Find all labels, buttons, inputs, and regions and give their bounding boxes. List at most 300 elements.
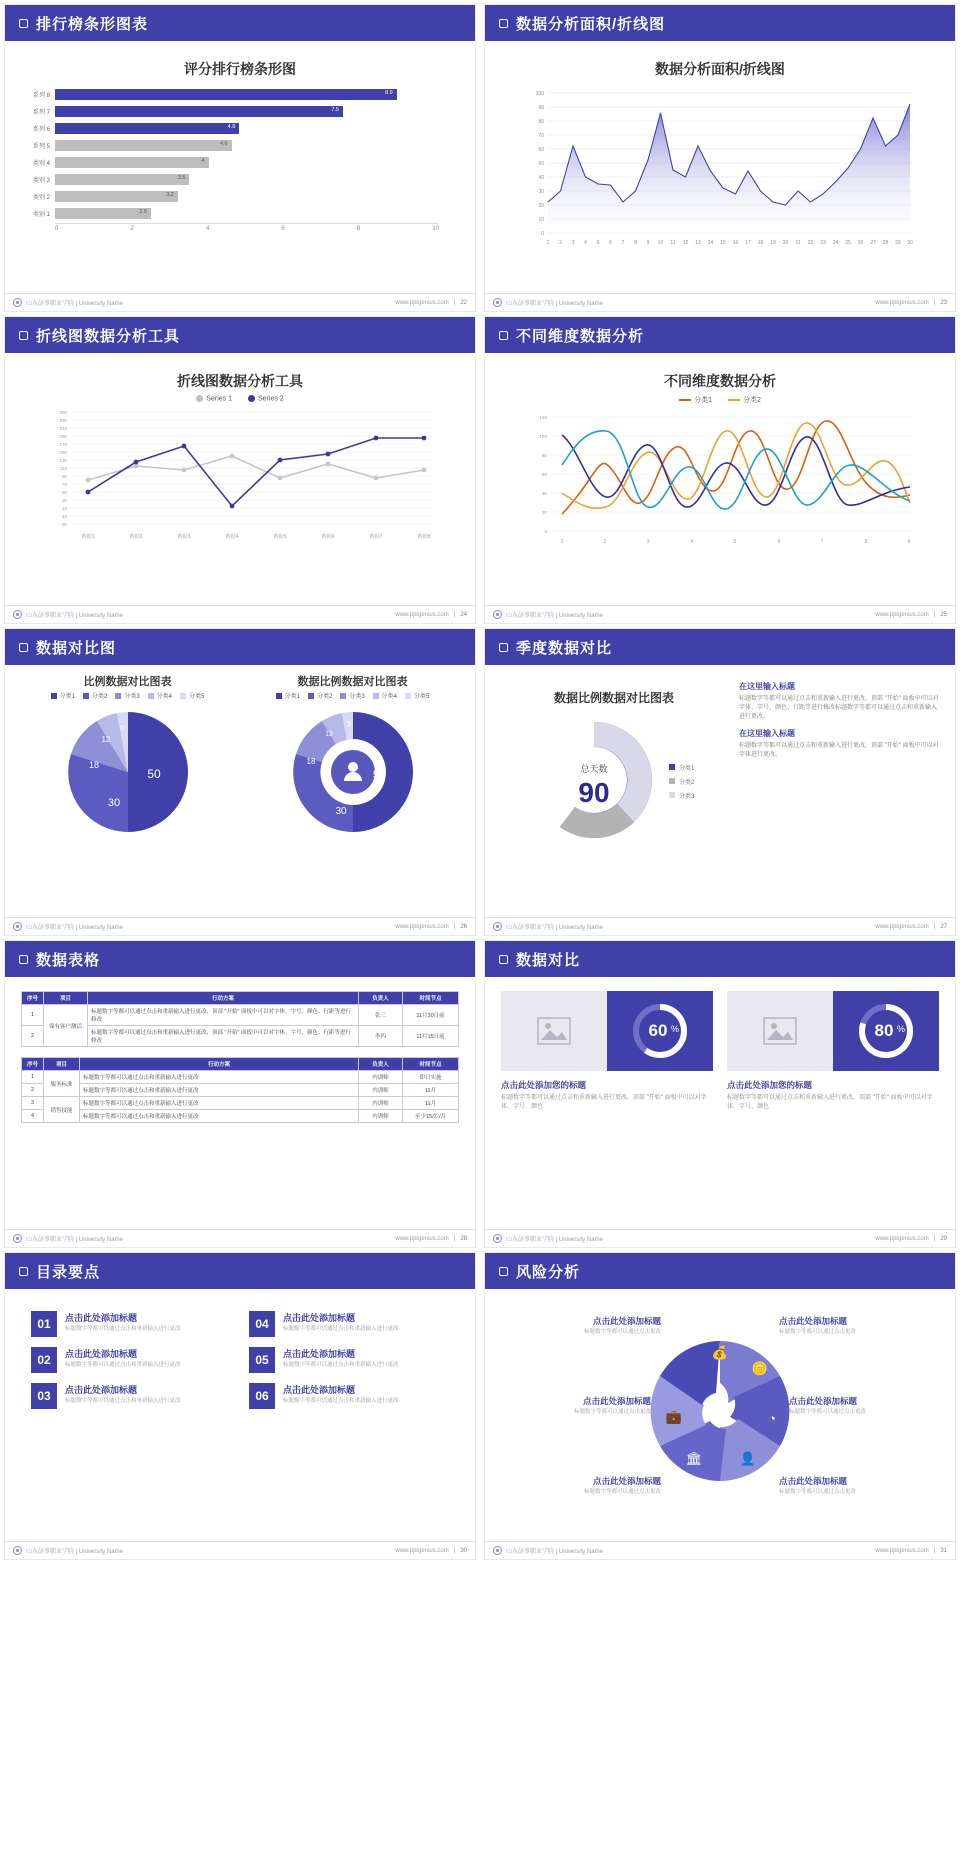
svg-text:30: 30 bbox=[62, 498, 67, 504]
cell: 张三 bbox=[359, 1005, 403, 1026]
ring-unit: % bbox=[670, 1024, 680, 1034]
legend-item-cat1 bbox=[679, 395, 712, 405]
block-title: 在这里输入标题 bbox=[739, 682, 795, 691]
risk-label bbox=[779, 1315, 909, 1337]
bar-label: 类别 1 bbox=[32, 212, 50, 218]
money-icon: 💰 bbox=[711, 1345, 729, 1360]
svg-text:50: 50 bbox=[146, 767, 161, 781]
slide-header bbox=[485, 629, 955, 665]
svg-text:数据2: 数据2 bbox=[129, 534, 143, 541]
cell: 内训师 bbox=[359, 1110, 403, 1123]
quarter-left bbox=[499, 675, 729, 858]
page-number: 25 bbox=[940, 611, 947, 618]
svg-text:分类3: 分类3 bbox=[679, 794, 695, 800]
square-icon bbox=[19, 19, 28, 28]
cell: 标题数字等都可以通过点击和重新输入进行更改 bbox=[80, 1110, 359, 1123]
col-header: 项目 bbox=[44, 992, 88, 1005]
footer-url: www.pptgenius.com bbox=[875, 299, 929, 306]
bar-label: 类别 4 bbox=[32, 161, 50, 167]
svg-text:25: 25 bbox=[845, 240, 851, 246]
square-icon bbox=[19, 643, 28, 652]
person-icon: 👤 bbox=[739, 1451, 757, 1466]
svg-text:19: 19 bbox=[770, 240, 776, 246]
svg-text:13: 13 bbox=[695, 240, 701, 246]
svg-text:4: 4 bbox=[690, 539, 694, 545]
bar-value: 3.5 bbox=[177, 175, 186, 181]
pie-left-legend bbox=[20, 691, 236, 700]
footer-org: 山东济事职业学院 | University Name bbox=[26, 1549, 123, 1555]
svg-text:16: 16 bbox=[732, 240, 739, 246]
svg-text:20: 20 bbox=[782, 240, 789, 246]
risk-label-text: 标题数字等都可以通过点击更改 bbox=[789, 1409, 867, 1415]
svg-text:7: 7 bbox=[621, 240, 625, 246]
slide-body bbox=[5, 41, 475, 293]
svg-text:1: 1 bbox=[560, 539, 564, 545]
svg-text:5: 5 bbox=[119, 725, 124, 732]
logo-icon bbox=[13, 1546, 22, 1555]
slide-body bbox=[485, 41, 955, 293]
legend-label: 分类5 bbox=[189, 694, 205, 700]
slide-risk-analysis bbox=[484, 1252, 956, 1560]
square-icon bbox=[499, 19, 508, 28]
risk-label-title: 点击此处添加标题 bbox=[779, 1476, 848, 1486]
footer-org: 山东济事职业学院 | University Name bbox=[506, 613, 603, 619]
svg-text:20: 20 bbox=[541, 510, 547, 515]
col-header: 序号 bbox=[22, 1058, 44, 1071]
footer-org: 山东济事职业学院 | University Name bbox=[26, 1237, 123, 1243]
col-header: 时间节点 bbox=[403, 1058, 459, 1071]
page-number: 30 bbox=[460, 1547, 467, 1554]
legend-label: 分类5 bbox=[414, 694, 430, 700]
catalog-item[interactable] bbox=[31, 1347, 231, 1373]
svg-text:40: 40 bbox=[538, 175, 544, 181]
svg-text:80: 80 bbox=[538, 119, 544, 125]
bar-row bbox=[19, 121, 439, 136]
svg-text:5: 5 bbox=[596, 240, 600, 246]
svg-text:9: 9 bbox=[907, 539, 911, 545]
bar-value: 7.5 bbox=[331, 107, 339, 113]
slide-area-chart bbox=[484, 4, 956, 312]
quarter-right bbox=[739, 675, 941, 858]
svg-text:170: 170 bbox=[59, 442, 67, 448]
logo-icon bbox=[493, 298, 502, 307]
cell: 11月15日前 bbox=[403, 1026, 459, 1047]
slide-data-comparison bbox=[484, 940, 956, 1248]
bar-value: 4.8 bbox=[227, 124, 236, 130]
catalog-title: 点击此处添加标题 bbox=[65, 1349, 138, 1359]
page-number: 28 bbox=[460, 1235, 467, 1242]
svg-text:7: 7 bbox=[820, 539, 824, 545]
catalog-grid bbox=[15, 1295, 465, 1409]
legend-item bbox=[405, 691, 429, 700]
svg-text:230: 230 bbox=[59, 418, 67, 424]
bar-label: 系列 5 bbox=[32, 144, 50, 150]
cell: 标题数字等都可以通过点击和重新输入进行更改 bbox=[80, 1097, 359, 1110]
table-row bbox=[22, 1084, 459, 1097]
slide-tables bbox=[4, 940, 476, 1248]
slide-body bbox=[485, 665, 955, 917]
catalog-number: 06 bbox=[249, 1383, 275, 1409]
slide-footer: 山东济事职业学院 | University Name www.pptgenius.com | 31 bbox=[485, 1541, 955, 1559]
svg-text:0: 0 bbox=[544, 529, 547, 534]
slide-catalog bbox=[4, 1252, 476, 1560]
svg-text:30: 30 bbox=[107, 797, 120, 809]
svg-text:40: 40 bbox=[541, 491, 547, 496]
axis-tick: 10 bbox=[432, 226, 440, 232]
square-icon bbox=[499, 331, 508, 340]
data-table-1 bbox=[21, 991, 459, 1047]
svg-text:数据6: 数据6 bbox=[321, 534, 335, 541]
cell: 11月30日前 bbox=[403, 1005, 459, 1026]
legend-label: 分类1 bbox=[59, 694, 75, 700]
axis-line bbox=[55, 223, 439, 224]
risk-label bbox=[531, 1475, 661, 1497]
catalog-item[interactable] bbox=[31, 1383, 231, 1409]
cell: 标题数字等都可以通过点击和重新输入进行更改 bbox=[80, 1084, 359, 1097]
svg-text:0: 0 bbox=[541, 231, 544, 237]
chart-title: 折线图数据分析工具 bbox=[177, 373, 303, 389]
slide-header bbox=[5, 629, 475, 665]
cell: 内训师 bbox=[359, 1071, 403, 1084]
svg-text:28: 28 bbox=[882, 240, 889, 246]
logo-icon bbox=[13, 1234, 22, 1243]
cell: 标题数字等都可以通过点击和重新输入进行更改，顶部 "开始" 面板中可以对字体、字号、颜色、行距等进行修改 bbox=[88, 1005, 359, 1026]
cell: 至少15次 /月 bbox=[403, 1110, 459, 1123]
bar-row bbox=[19, 206, 439, 221]
svg-text:数据7: 数据7 bbox=[369, 534, 383, 541]
svg-text:21: 21 bbox=[795, 240, 801, 246]
slide-header bbox=[485, 5, 955, 41]
catalog-number: 05 bbox=[249, 1347, 275, 1373]
risk-label-text: 标题数字等都可以通过点击更改 bbox=[573, 1409, 651, 1415]
slide-footer: 山东济事职业学院 | University Name www.pptgenius.com | 22 bbox=[5, 293, 475, 311]
slide-title: 季度数据对比 bbox=[516, 639, 613, 657]
catalog-item[interactable] bbox=[249, 1383, 449, 1409]
catalog-item[interactable] bbox=[249, 1347, 449, 1373]
svg-text:10: 10 bbox=[62, 506, 67, 512]
slide-header bbox=[485, 317, 955, 353]
legend-item bbox=[276, 691, 300, 700]
col-header: 序号 bbox=[22, 992, 44, 1005]
bar-row bbox=[19, 155, 439, 170]
legend-label: 分类4 bbox=[381, 694, 398, 700]
catalog-number: 01 bbox=[31, 1311, 57, 1337]
svg-text:5: 5 bbox=[733, 539, 737, 545]
slide-line-tool bbox=[4, 316, 476, 624]
slide-header bbox=[485, 1253, 955, 1289]
svg-text:10: 10 bbox=[657, 240, 664, 246]
risk-label bbox=[521, 1395, 651, 1417]
bar-row bbox=[19, 87, 439, 102]
catalog-title: 点击此处添加标题 bbox=[283, 1349, 356, 1359]
pie-row bbox=[15, 673, 465, 840]
footer-url: www.pptgenius.com bbox=[395, 299, 449, 306]
legend-item bbox=[373, 691, 397, 700]
page-number: 22 bbox=[460, 299, 467, 306]
svg-text:3: 3 bbox=[571, 240, 575, 246]
svg-text:29: 29 bbox=[895, 240, 901, 246]
svg-text:90: 90 bbox=[62, 474, 67, 480]
slide-footer: 山东济事职业学院 | University Name www.pptgenius.com | 23 bbox=[485, 293, 955, 311]
page-number: 31 bbox=[940, 1547, 947, 1554]
pie-right-title: 数据比例数据对比图表 bbox=[297, 676, 408, 688]
svg-text:4: 4 bbox=[584, 240, 587, 246]
legend-label: 分类2 bbox=[91, 694, 108, 700]
risk-label-text: 标题数字等都可以通过点击更改 bbox=[779, 1329, 857, 1335]
svg-text:70: 70 bbox=[538, 133, 544, 139]
bar-value: 8.9 bbox=[385, 90, 393, 96]
bar-chart bbox=[15, 83, 465, 232]
card-title: 点击此处添加您的标题 bbox=[501, 1080, 587, 1090]
bar-label: 系列 7 bbox=[32, 110, 50, 116]
svg-text:数据4: 数据4 bbox=[225, 534, 239, 541]
footer-org: 山东济事职业学院 | University Name bbox=[26, 613, 123, 619]
svg-text:9: 9 bbox=[646, 240, 650, 246]
image-icon bbox=[537, 1017, 571, 1045]
svg-text:120: 120 bbox=[539, 415, 547, 420]
footer-org: 山东济事职业学院 | University Name bbox=[26, 925, 123, 931]
bar-value: 3.2 bbox=[166, 192, 174, 198]
svg-text:80: 80 bbox=[541, 453, 547, 458]
comparison-card bbox=[727, 991, 939, 1113]
line-chart bbox=[40, 404, 440, 554]
table-row bbox=[22, 1005, 459, 1026]
logo-icon bbox=[13, 298, 22, 307]
chart-title: 数据分析面积/折线图 bbox=[655, 61, 785, 77]
svg-text:14: 14 bbox=[707, 240, 714, 246]
svg-text:60: 60 bbox=[541, 472, 547, 477]
x-axis-ticks bbox=[55, 226, 439, 232]
logo-icon bbox=[493, 1234, 502, 1243]
comparison-row bbox=[495, 983, 945, 1113]
svg-text:6: 6 bbox=[777, 539, 781, 545]
svg-text:50: 50 bbox=[62, 490, 67, 496]
svg-text:22: 22 bbox=[807, 240, 814, 246]
svg-text:30: 30 bbox=[538, 189, 544, 195]
footer-org: 山东济事职业学院 | University Name bbox=[26, 301, 123, 307]
risk-label bbox=[779, 1475, 909, 1497]
legend-label: 分类3 bbox=[349, 694, 365, 700]
legend-item bbox=[51, 691, 75, 700]
svg-text:12: 12 bbox=[101, 735, 110, 744]
square-icon bbox=[19, 955, 28, 964]
progress-ring-80 bbox=[833, 991, 939, 1071]
svg-text:数据5: 数据5 bbox=[273, 534, 287, 541]
catalog-item[interactable] bbox=[249, 1311, 449, 1337]
slide-title: 数据分析面积/折线图 bbox=[516, 15, 666, 33]
slide-header bbox=[5, 317, 475, 353]
table-header-row bbox=[22, 1058, 459, 1071]
svg-text:27: 27 bbox=[870, 240, 876, 246]
footer-org: 山东济事职业学院 | University Name bbox=[506, 1237, 603, 1243]
pie-left bbox=[20, 673, 236, 840]
bar-value: 2.5 bbox=[139, 209, 147, 215]
svg-text:2: 2 bbox=[559, 240, 562, 246]
cell: 标题数字等都可以通过点击和重新输入进行更改 bbox=[80, 1071, 359, 1084]
block-title: 在这里输入标题 bbox=[739, 729, 795, 738]
page-number: 27 bbox=[940, 923, 947, 930]
svg-text:分类1: 分类1 bbox=[679, 766, 695, 772]
footer-url: www.pptgenius.com bbox=[395, 1547, 449, 1554]
card-text: 标题数字等都可以通过点击和重新输入进行更改，顶部 "开始" 面板中可以对字体、字号、颜色 bbox=[727, 1095, 933, 1111]
block-text: 标题数字等都可以通过点击和重新输入进行更改，顶部 "开始" 面板中可以对字体进行更改。 bbox=[739, 743, 939, 758]
catalog-text: 标题数字等都可以通过点击和重新输入进行更改 bbox=[283, 1398, 399, 1404]
svg-text:50: 50 bbox=[538, 161, 544, 167]
multi-line-chart bbox=[520, 407, 920, 557]
legend-label: Series 1 bbox=[206, 395, 232, 403]
legend-label: 分类4 bbox=[156, 694, 173, 700]
ring-value: 60 bbox=[648, 1021, 668, 1040]
table-row bbox=[22, 1097, 459, 1110]
footer-url: www.pptgenius.com bbox=[395, 923, 449, 930]
legend-item bbox=[115, 691, 139, 700]
risk-label-title: 点击此处添加标题 bbox=[592, 1316, 661, 1326]
legend-item-cat2 bbox=[728, 395, 761, 405]
slide-body bbox=[5, 665, 475, 917]
slide-footer: 山东济事职业学院 | University Name www.pptgenius.com | 29 bbox=[485, 1229, 955, 1247]
bar-value: 4 bbox=[201, 158, 205, 164]
footer-url: www.pptgenius.com bbox=[395, 1235, 449, 1242]
svg-text:90: 90 bbox=[578, 777, 610, 808]
slide-header bbox=[485, 941, 955, 977]
catalog-title: 点击此处添加标题 bbox=[283, 1313, 356, 1323]
card-title: 点击此处添加您的标题 bbox=[727, 1080, 813, 1090]
legend-label: 分类2 bbox=[316, 694, 333, 700]
svg-text:数据3: 数据3 bbox=[177, 534, 191, 541]
image-placeholder bbox=[501, 991, 607, 1071]
footer-org: 山东济事职业学院 | University Name bbox=[506, 301, 603, 307]
cell: 李四 bbox=[359, 1026, 403, 1047]
slide-header bbox=[5, 941, 475, 977]
table-row bbox=[22, 1071, 459, 1084]
cell: 内训师 bbox=[359, 1097, 403, 1110]
chart-title: 评分排行榜条形图 bbox=[184, 61, 296, 77]
svg-text:250: 250 bbox=[59, 410, 67, 416]
legend-item-series2 bbox=[248, 395, 284, 402]
slide-footer: 山东济事职业学院 | University Name www.pptgenius.com | 28 bbox=[5, 1229, 475, 1247]
bar-row bbox=[19, 189, 439, 204]
svg-text:190: 190 bbox=[59, 434, 67, 440]
cell: 2 bbox=[22, 1026, 44, 1047]
cell: 内训师 bbox=[359, 1084, 403, 1097]
risk-label-text: 标题数字等都可以通过点击更改 bbox=[779, 1489, 857, 1495]
svg-text:11: 11 bbox=[670, 240, 676, 246]
col-header: 负责人 bbox=[359, 992, 403, 1005]
bar-value: 4.6 bbox=[219, 141, 228, 147]
svg-text:23: 23 bbox=[820, 240, 826, 246]
svg-text:8: 8 bbox=[634, 240, 637, 246]
slide-title: 目录要点 bbox=[36, 1263, 101, 1281]
catalog-number: 02 bbox=[31, 1347, 57, 1373]
slide-bar-ranking bbox=[4, 4, 476, 312]
donut-chart bbox=[263, 700, 443, 840]
svg-text:20: 20 bbox=[538, 203, 544, 209]
bar-label: 类别 3 bbox=[32, 178, 50, 184]
svg-text:12: 12 bbox=[324, 731, 333, 738]
image-icon bbox=[763, 1017, 797, 1045]
slide-footer: 山东济事职业学院 | University Name www.pptgenius.com | 26 bbox=[5, 917, 475, 935]
page-number: 26 bbox=[460, 923, 467, 930]
risk-label-title: 点击此处添加标题 bbox=[592, 1476, 661, 1486]
footer-url: www.pptgenius.com bbox=[875, 1547, 929, 1554]
risk-label bbox=[531, 1315, 661, 1337]
area-chart bbox=[520, 83, 920, 258]
svg-text:30: 30 bbox=[334, 806, 347, 817]
square-icon bbox=[499, 955, 508, 964]
risk-diagram bbox=[495, 1295, 945, 1530]
risk-label-text: 标题数字等都可以通过点击更改 bbox=[583, 1329, 661, 1335]
svg-text:1: 1 bbox=[546, 240, 550, 246]
chart-pie-icon: ◔ bbox=[768, 1411, 776, 1426]
logo-icon bbox=[493, 610, 502, 619]
slide-body bbox=[5, 977, 475, 1229]
catalog-text: 标题数字等都可以通过点击和重新输入进行更改 bbox=[283, 1326, 399, 1332]
svg-text:分类2: 分类2 bbox=[679, 780, 695, 786]
legend-label: 分类1 bbox=[284, 694, 300, 700]
svg-text:90: 90 bbox=[538, 105, 544, 111]
cell: 保有客户激活 bbox=[44, 1005, 88, 1047]
slide-body bbox=[485, 977, 955, 1229]
svg-text:150: 150 bbox=[59, 450, 67, 456]
card-text: 标题数字等都可以通过点击和重新输入进行更改，顶部 "开始" 面板中可以对字体、字号、颜色 bbox=[501, 1095, 707, 1111]
logo-icon bbox=[13, 610, 22, 619]
axis-tick: 4 bbox=[205, 226, 210, 232]
svg-text:24: 24 bbox=[832, 240, 839, 246]
svg-text:18: 18 bbox=[306, 757, 315, 766]
cell: 2 bbox=[22, 1084, 44, 1097]
catalog-number: 04 bbox=[249, 1311, 275, 1337]
slide-body bbox=[5, 353, 475, 605]
footer-url: www.pptgenius.com bbox=[875, 923, 929, 930]
svg-text:17: 17 bbox=[745, 240, 751, 246]
comparison-card bbox=[501, 991, 713, 1113]
catalog-item[interactable] bbox=[31, 1311, 231, 1337]
square-icon bbox=[19, 331, 28, 340]
ring-value: 80 bbox=[874, 1021, 894, 1040]
chart-title: 数据比例数据对比图表 bbox=[553, 691, 674, 705]
slide-quarter-comparison bbox=[484, 628, 956, 936]
cell: 4 bbox=[22, 1110, 44, 1123]
bar-row bbox=[19, 104, 439, 119]
table-row bbox=[22, 1110, 459, 1123]
svg-text:数据1: 数据1 bbox=[81, 534, 95, 541]
catalog-text: 标题数字等都可以通过点击和重新输入进行更改 bbox=[65, 1398, 181, 1404]
footer-url: www.pptgenius.com bbox=[875, 611, 929, 618]
svg-text:60: 60 bbox=[538, 147, 544, 153]
cell: 销售技能 bbox=[44, 1097, 80, 1123]
cell: 标题数字等都可以通过点击和重新输入进行更改，顶部 "开始" 面板中可以对字体、字号、颜色、行距等进行修改 bbox=[88, 1026, 359, 1047]
slide-footer: 山东济事职业学院 | University Name www.pptgenius.com | 24 bbox=[5, 605, 475, 623]
slide-pie-comparison bbox=[4, 628, 476, 936]
data-table-2 bbox=[21, 1057, 459, 1123]
square-icon bbox=[499, 643, 508, 652]
footer-url: www.pptgenius.com bbox=[395, 611, 449, 618]
square-icon bbox=[499, 1267, 508, 1276]
axis-tick: 0 bbox=[55, 226, 59, 232]
svg-text:6: 6 bbox=[609, 240, 612, 246]
slide-footer: 山东济事职业学院 | University Name www.pptgenius.com | 27 bbox=[485, 917, 955, 935]
legend-item bbox=[180, 691, 204, 700]
legend-label: 分类1 bbox=[694, 397, 712, 404]
cell: 即日实施 bbox=[403, 1071, 459, 1084]
catalog-text: 标题数字等都可以通过点击和重新输入进行更改 bbox=[65, 1362, 181, 1368]
quarter-layout bbox=[495, 671, 945, 858]
logo-icon bbox=[493, 922, 502, 931]
legend-item bbox=[308, 691, 332, 700]
axis-tick: 2 bbox=[130, 226, 134, 232]
catalog-text: 标题数字等都可以通过点击和重新输入进行更改 bbox=[283, 1362, 399, 1368]
svg-text:130: 130 bbox=[59, 458, 67, 464]
